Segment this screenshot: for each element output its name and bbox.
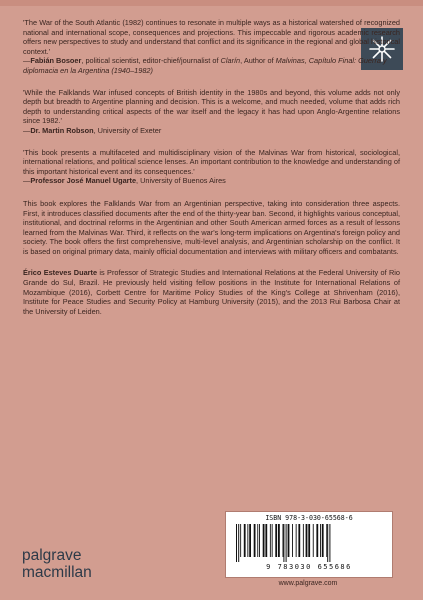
endorser-name: Professor José Manuel Ugarte xyxy=(30,176,137,186)
book-description: This book explores the Falklands War from an Argentinian perspective, taking into consideration three aspects. First, it introduces classified documents after the end of the thirty-year ban. Second, it highlights various conceptual, institutional, and doctrinal reforms in the Argentinian and other South American armed forces as a result of lessons learned from the Malvinas War. Third, it reflects on the war's long-term implications on Argentina's foreign policy and society. The book offers the first comprehensive, multi-level analysis, and Argentinian scholarship on the conflict. It is based on original primary data, mainly official documentation and interviews with military officers and combatants. xyxy=(23,198,400,256)
barcode-bar xyxy=(316,524,318,557)
publisher-name-line1: palgrave xyxy=(22,547,82,564)
endorser-name: Dr. Martin Robson xyxy=(30,125,94,135)
endorser-name: Fabián Bosoer xyxy=(30,56,82,66)
barcode-bar xyxy=(247,524,248,557)
barcode-bar xyxy=(265,524,267,557)
barcode-guard-bar xyxy=(283,524,284,562)
endorsement-quote: 'While the Falklands War infused concepts of British identity in the 1980s and beyond, this volume adds not only depth but breadth to Argentine planning and decision. This is a welcome, and much needed, volume that adds rich depth to understanding critical aspects of the war itself and the legacy it has had upon Anglo-Argentine relations since 1982.' xyxy=(23,87,400,126)
publisher-logo xyxy=(22,547,122,581)
barcode-bar xyxy=(275,524,277,557)
endorsement-attribution: —Professor José Manuel Ugarte, University of Buenos Aires xyxy=(23,176,226,186)
barcode-bar xyxy=(257,524,258,557)
endorsement-attribution: —Dr. Martin Robson, University of Exeter xyxy=(23,125,162,135)
barcode-bar xyxy=(272,524,273,557)
back-cover-text xyxy=(23,18,400,324)
barcode-bar xyxy=(326,524,327,557)
barcode-bar xyxy=(322,524,324,557)
barcode-bar xyxy=(303,524,304,557)
barcode-guard-bar xyxy=(286,524,287,562)
barcode-bar xyxy=(278,524,280,557)
barcode-guard-bar xyxy=(238,524,239,562)
endorsement-attribution: —Fabián Bosoer, political scientist, editor-chief/journalist of Clarín, Author of Malvinas, Capítulo Final: Guerra y diplomacia en la Argentina (1940–1982) xyxy=(23,56,387,75)
top-band xyxy=(0,0,423,6)
barcode-bar xyxy=(283,524,284,557)
barcode-bar xyxy=(288,524,290,557)
barcode-bar xyxy=(306,524,308,557)
barcode-guard-bar xyxy=(327,524,328,562)
endorsement-2 xyxy=(23,88,400,136)
endorsement-quote: 'The War of the South Atlantic (1982) continues to resonate in multiple ways as a historical watershed of recognized national and international scope, consequences and projections. This impeccable and rigorous academic research offers new perspectives to study and understand that conflict and its significance in the regional and global historical context.' xyxy=(23,18,400,56)
barcode-bar xyxy=(254,524,256,557)
barcode-bar xyxy=(244,524,246,557)
barcode-bar xyxy=(298,524,300,557)
endorser-book-title: Malvinas, Capítulo Final: Guerra y diplomacia en la Argentina (1940–1982) xyxy=(23,56,387,75)
barcode-bar xyxy=(249,524,251,557)
barcode-bars xyxy=(234,524,384,562)
barcode-bar xyxy=(292,524,293,557)
publisher-website: www.palgrave.com xyxy=(278,580,338,587)
author-name: Érico Esteves Duarte xyxy=(23,268,98,278)
barcode-guard-bar xyxy=(236,524,237,562)
barcode-bar xyxy=(296,524,297,557)
endorsement-3 xyxy=(23,148,400,186)
endorsement-quote: 'This book presents a multifaceted and multidisciplinary vision of the Malvinas War from historical, sociological, international relations, and political science lenses. An important contribution to the knowledge and understanding of this important historical event and its consequences.' xyxy=(23,147,400,176)
barcode-bar xyxy=(263,524,265,557)
barcode-bar xyxy=(240,524,241,557)
barcode-bar xyxy=(259,524,260,557)
endorsement-1 xyxy=(23,18,400,76)
author-bio: Érico Esteves Duarte is Professor of Strategic Studies and International Relations at the Federal University of Rio Grande do Sul, Brazil. He previously held visiting fellow positions in the Institute for International Relations of Mozambique (2016), Corbett Centre for Maritime Policy Studies of the King's College at Shrivenham (2016), Institute for Peace Studies and Security Policy at Hamburg University (2015), and the 2013 Rui Barbosa Chair at the University of Leiden. xyxy=(23,268,401,316)
barcode-guard-bar xyxy=(329,524,330,562)
isbn-barcode xyxy=(225,511,393,578)
isbn-label: ISBN 978-3-030-65568-6 xyxy=(265,514,353,522)
barcode-bar xyxy=(320,524,321,557)
publisher-name-line2: macmillan xyxy=(22,564,92,581)
barcode-bar xyxy=(308,524,310,557)
isbn-digits: 9 783030 655686 xyxy=(266,563,352,571)
barcode-bar xyxy=(313,524,314,557)
barcode-bar xyxy=(270,524,271,557)
